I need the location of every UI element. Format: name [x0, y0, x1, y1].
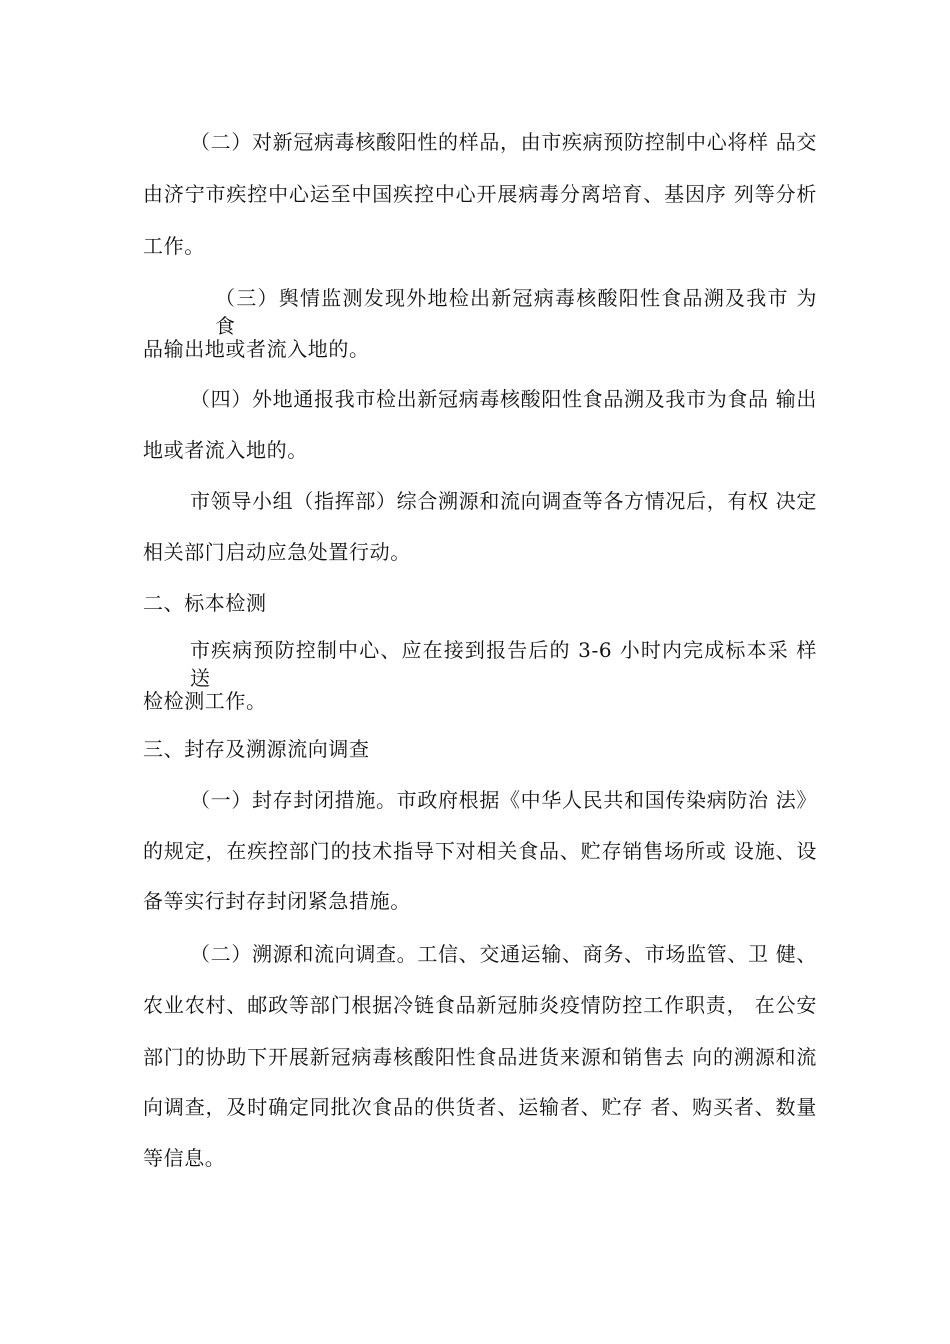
- text-line: （三）舆情监测发现外地检出新冠病毒核酸阳性食品溯及我市 为食: [215, 286, 817, 338]
- text-line: 相关部门启动应急处置行动。: [143, 540, 411, 564]
- text-line: （一）封存封闭措施。市政府根据《中华人民共和国传染病防治 法》: [190, 788, 817, 812]
- text-line: 由济宁市疾控中心运至中国疾控中心开展病毒分离培育、基因序 列等分析: [143, 182, 817, 206]
- text-line: 市疾病预防控制中心、应在接到报告后的 3-6 小时内完成标本采 样送: [190, 638, 817, 690]
- text-line: （四）外地通报我市检出新冠病毒核酸阳性食品溯及我市为食品 输出: [190, 387, 817, 411]
- section-heading: 二、标本检测: [143, 591, 267, 615]
- text-line: 等信息。: [143, 1146, 226, 1170]
- text-line: （二）对新冠病毒核酸阳性的样品，由市疾病预防控制中心将样 品交: [190, 130, 817, 154]
- text-line: 部门的协助下开展新冠病毒核酸阳性食品进货来源和销售去 向的溯源和流: [143, 1045, 817, 1069]
- text-line: 向调查，及时确定同批次食品的供货者、运输者、贮存 者、购买者、数量: [143, 1095, 817, 1119]
- text-line: 市领导小组（指挥部）综合溯源和流向调查等各方情况后，有权 决定: [190, 489, 817, 513]
- text-line: 品输出地或者流入地的。: [143, 337, 370, 361]
- text-line: 地或者流入地的。: [143, 438, 308, 462]
- text-line: 的规定，在疾控部门的技术指导下对相关食品、贮存销售场所或 设施、设: [143, 839, 817, 863]
- text-line: （二）溯源和流向调查。工信、交通运输、商务、市场监管、卫 健、: [190, 942, 817, 966]
- section-heading: 三、封存及溯源流向调查: [143, 737, 370, 761]
- text-line: 检检测工作。: [143, 689, 267, 713]
- text-line: 农业农村、邮政等部门根据冷链食品新冠肺炎疫情防控工作职责， 在公安: [143, 993, 817, 1017]
- text-line: 备等实行封存封闭紧急措施。: [143, 889, 411, 913]
- text-line: 工作。: [143, 234, 205, 258]
